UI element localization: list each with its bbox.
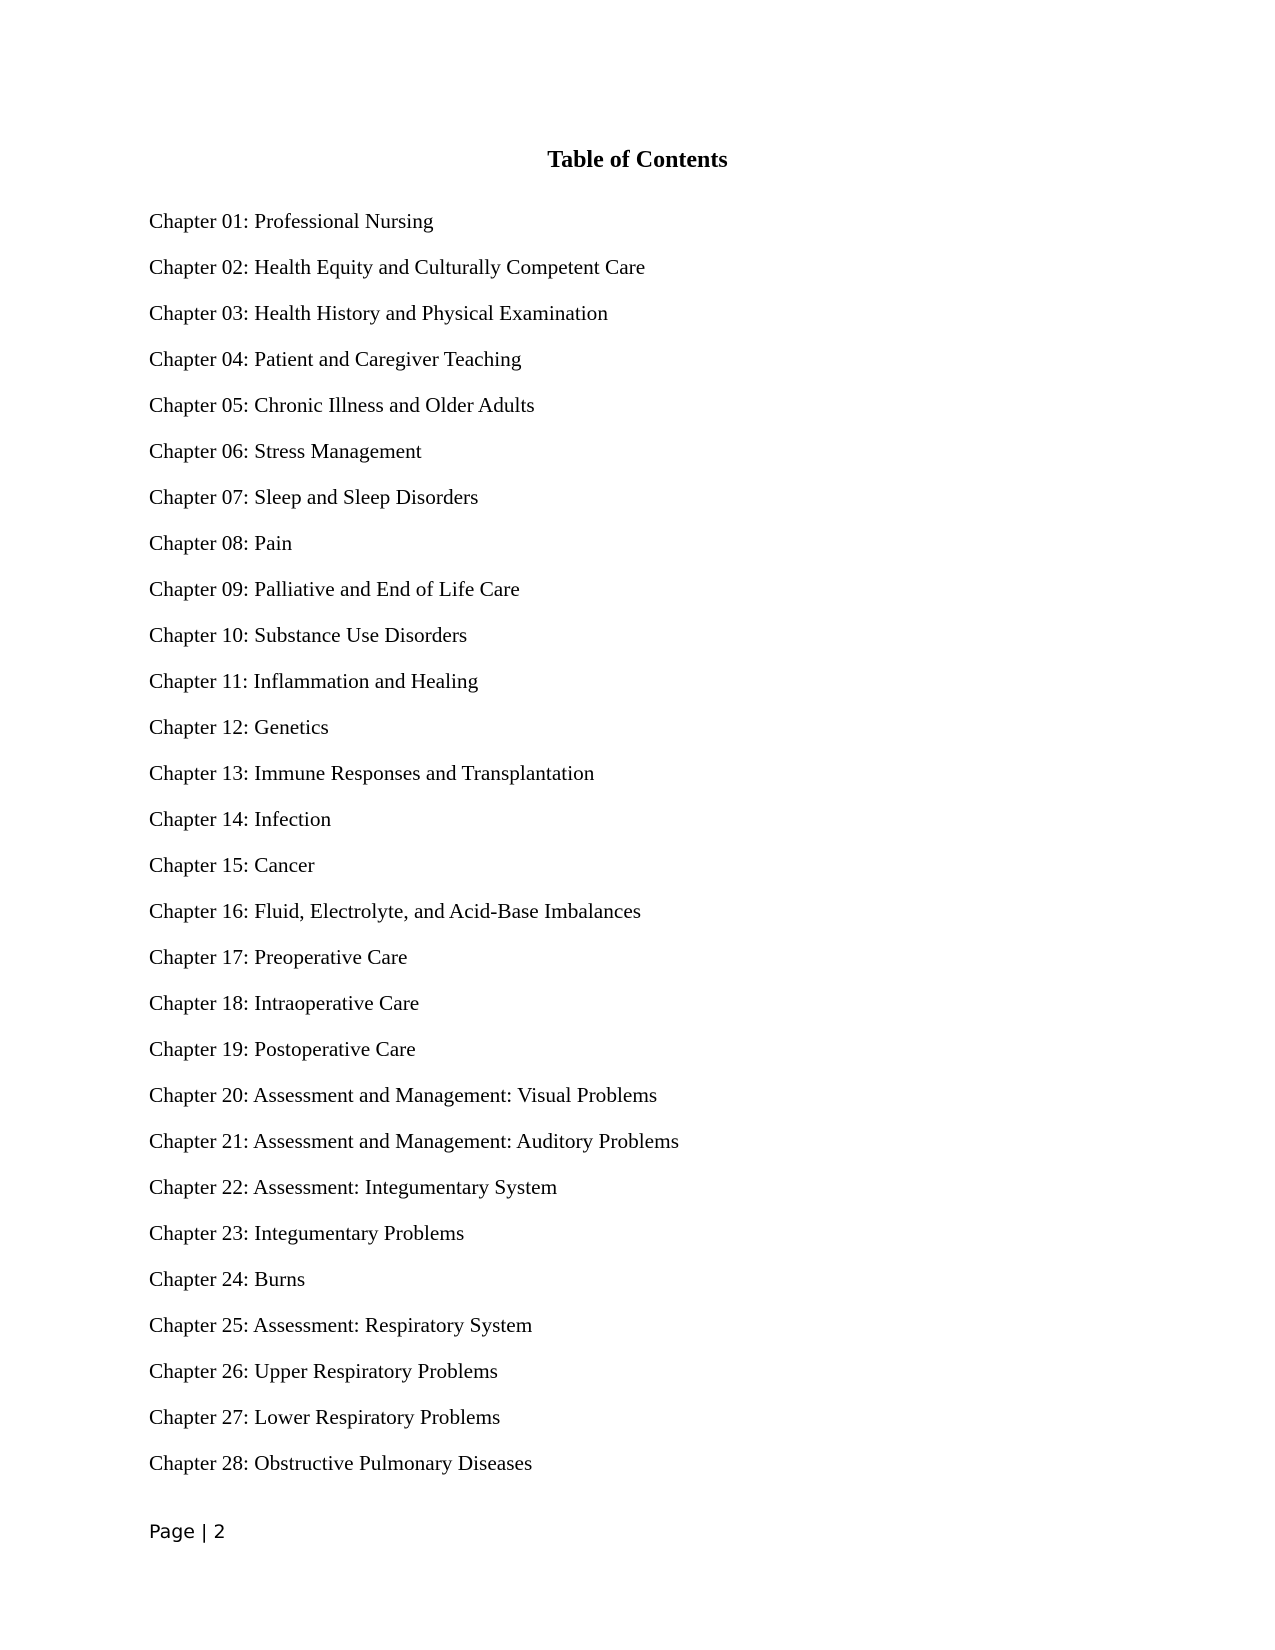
toc-item: Chapter 03: Health History and Physical Examination <box>149 301 608 325</box>
page-title: Table of Contents <box>547 147 728 173</box>
toc-item: Chapter 02: Health Equity and Culturally Competent Care <box>149 255 646 279</box>
toc-item: Chapter 16: Fluid, Electrolyte, and Acid-Base Imbalances <box>149 899 642 923</box>
toc-item: Chapter 11: Inflammation and Healing <box>149 669 479 693</box>
toc-item: Chapter 19: Postoperative Care <box>149 1037 416 1061</box>
toc-item: Chapter 26: Upper Respiratory Problems <box>149 1359 498 1383</box>
toc-item: Chapter 20: Assessment and Management: Visual Problems <box>149 1083 658 1107</box>
toc-item: Chapter 10: Substance Use Disorders <box>149 623 468 647</box>
toc-item: Chapter 07: Sleep and Sleep Disorders <box>149 485 479 509</box>
toc-item: Chapter 23: Integumentary Problems <box>149 1221 465 1245</box>
page-number-footer: Page | 2 <box>149 1521 226 1543</box>
toc-item: Chapter 27: Lower Respiratory Problems <box>149 1405 501 1429</box>
toc-item: Chapter 09: Palliative and End of Life Care <box>149 577 520 601</box>
toc-item: Chapter 18: Intraoperative Care <box>149 991 420 1015</box>
toc-item: Chapter 22: Assessment: Integumentary System <box>149 1175 558 1199</box>
toc-item: Chapter 01: Professional Nursing <box>149 209 434 233</box>
toc-item: Chapter 28: Obstructive Pulmonary Diseases <box>149 1451 533 1475</box>
toc-item: Chapter 08: Pain <box>149 531 293 555</box>
toc-item: Chapter 21: Assessment and Management: Auditory Problems <box>149 1129 679 1153</box>
toc-item: Chapter 06: Stress Management <box>149 439 422 463</box>
toc-item: Chapter 13: Immune Responses and Transplantation <box>149 761 595 785</box>
toc-item: Chapter 04: Patient and Caregiver Teaching <box>149 347 522 371</box>
toc-item: Chapter 17: Preoperative Care <box>149 945 408 969</box>
toc-item: Chapter 25: Assessment: Respiratory System <box>149 1313 533 1337</box>
toc-item: Chapter 05: Chronic Illness and Older Adults <box>149 393 535 417</box>
toc-list <box>149 198 679 1486</box>
toc-item: Chapter 15: Cancer <box>149 853 315 877</box>
toc-item: Chapter 24: Burns <box>149 1267 306 1291</box>
toc-item: Chapter 12: Genetics <box>149 715 329 739</box>
toc-item: Chapter 14: Infection <box>149 807 332 831</box>
